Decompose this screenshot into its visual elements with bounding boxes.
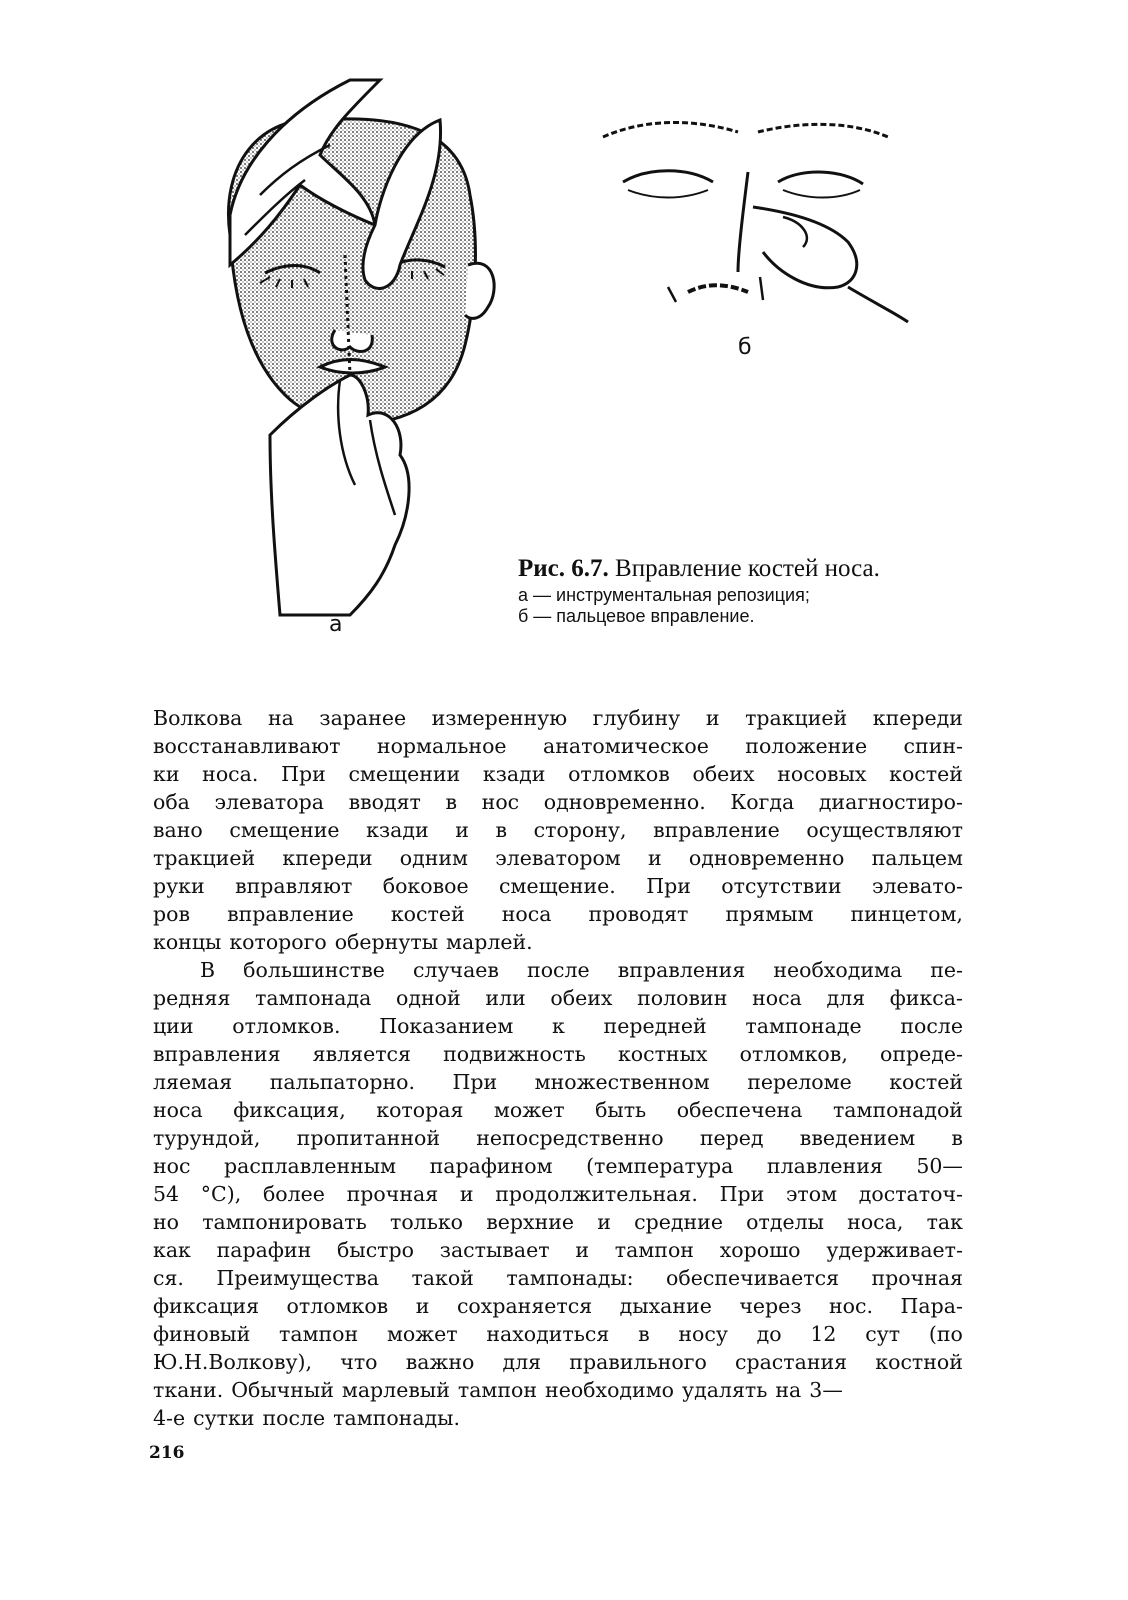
text-line: Ю.Н.Волкову), что важно для правильного срастания костной [153, 1350, 963, 1374]
text-line: редняя тампонада одной или обеих половин носа для фикса- [153, 986, 963, 1010]
text-line: ров вправление костей носа проводят прямым пинцетом, [153, 902, 963, 926]
illustration-instrumental-reposition [200, 75, 530, 620]
figure-label-a: а [329, 612, 343, 637]
caption-item-b: б — пальцевое вправление. [518, 606, 755, 626]
text-line: тракцией кпереди одним элеватором и одновременно пальцем [153, 846, 963, 870]
text-line: турундой, пропитанной непосредственно перед введением в [153, 1126, 963, 1150]
text-line: ляемая пальпаторно. При множественном переломе костей [153, 1070, 963, 1094]
text-line: вправления является подвижность костных отломков, опреде- [153, 1042, 963, 1066]
text-line: 4-е сутки после тампонады. [153, 1406, 460, 1430]
caption-item-a: а — инструментальная репозиция; [518, 585, 810, 605]
text-line: ции отломков. Показанием к передней тампонаде после [153, 1014, 963, 1038]
text-line: ки носа. При смещении кзади отломков обеих носовых костей [153, 762, 963, 786]
figure-caption [518, 553, 938, 627]
illustration-finger-reposition [588, 112, 918, 332]
page-number: 216 [149, 1443, 185, 1463]
text-line: носа фиксация, которая может быть обеспечена тампонадой [153, 1098, 963, 1122]
text-line: 54 °С), более прочная и продолжительная. При этом достаточ- [153, 1182, 963, 1206]
text-line: руки вправляют боковое смещение. При отсутствии элевато- [153, 874, 963, 898]
text-line: вано смещение кзади и в сторону, вправление осуществляют [153, 818, 963, 842]
text-line: как парафин быстро застывает и тампон хорошо удерживает- [153, 1238, 963, 1262]
text-line: финовый тампон может находиться в носу до 12 сут (по [153, 1322, 963, 1346]
text-line: фиксация отломков и сохраняется дыхание через нос. Пара- [153, 1294, 963, 1318]
figure-6-7 [0, 0, 1128, 660]
body-text [153, 704, 963, 1432]
caption-title-line [518, 553, 938, 585]
caption-number: Рис. 6.7. [518, 555, 609, 582]
figure-label-b: б [738, 335, 752, 360]
caption-title: Вправление костей носа. [615, 555, 880, 582]
text-line: В большинстве случаев после вправления необходима пе- [200, 958, 963, 982]
text-line: нос расплавленным парафином (температура плавления 50— [153, 1154, 963, 1178]
text-line: Волкова на заранее измеренную глубину и тракцией кпереди [153, 706, 963, 730]
text-line: оба элеватора вводят в нос одновременно. Когда диагностиро- [153, 790, 963, 814]
text-line: ткани. Обычный марлевый тампон необходимо удалять на 3— [153, 1378, 843, 1402]
text-line: восстанавливают нормальное анатомическое положение спин- [153, 734, 963, 758]
text-line: концы которого обернуты марлей. [153, 930, 533, 954]
text-line: но тампонировать только верхние и средние отделы носа, так [153, 1210, 963, 1234]
text-line: ся. Преимущества такой тампонады: обеспечивается прочная [153, 1266, 963, 1290]
